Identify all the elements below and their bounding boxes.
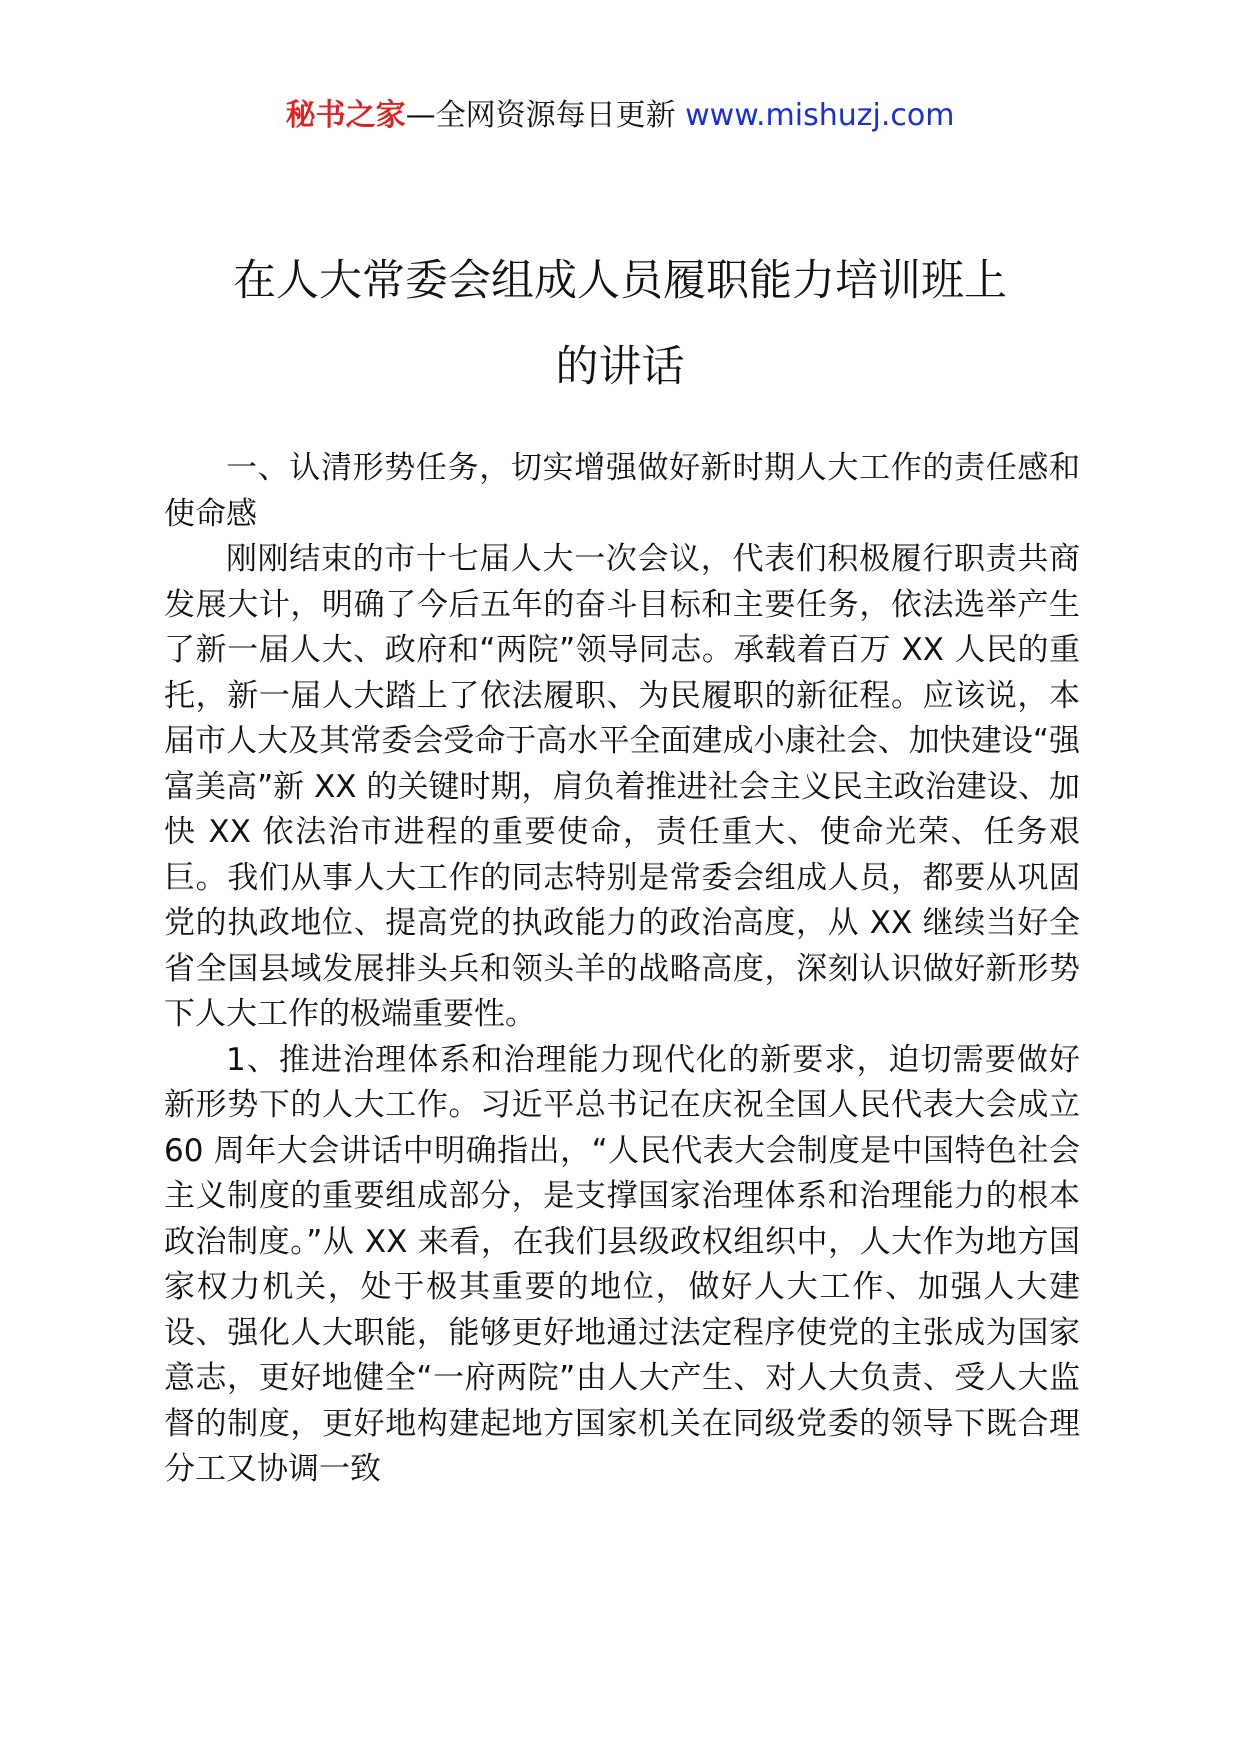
body-paragraph: 1、推进治理体系和治理能力现代化的新要求，迫切需要做好新形势下的人大工作。习近平总书记在庆祝全国人民代表大会成立 60 周年大会讲话中明确指出，“人民代表大会制度是中国特色社会主义制度的重要组成部分，是支撑国家治理体系和治理能力的根本政治制度。”从 XX 来看，在我们县级政权组织中，人大作为地方国家权力机关，处于极其重要的地位，做好人大工作、加强人大建设、强化人大职能，能够更好地通过法定程序使党的主张成为国家意志，更好地健全“一府两院”由人大产生、对人大负责、受人大监督的制度，更好地构建起地方国家机关在同级党委的领导下既合理分工又协调一致 [164,1041,1080,1487]
document-body [164,446,1080,1493]
body-paragraph: 刚刚结束的市十七届人大一次会议，代表们积极履行职责共商发展大计，明确了今后五年的奋斗目标和主要任务，依法选举产生了新一届人大、政府和“两院”领导同志。承载着百万 XX 人民的重托，新一届人大踏上了依法履职、为民履职的新征程。应该说，本届市人大及其常委会受命于高水平全面建成小康社会、加快建设“强富美高”新 XX 的关键时期，肩负着推进社会主义民主政治建设、加快 XX 依法治市进程的重要使命，责任重大、使命光荣、任务艰巨。我们从事人大工作的同志特别是常委会组成人员，都要从巩固党的执政地位、提高党的执政能力的政治高度，从 XX 继续当好全省全国县域发展排头兵和领头羊的战略高度，深刻认识做好新形势下人大工作的极端重要性。 [164,541,1080,1032]
section-heading: 一、认清形势任务，切实增强做好新时期人大工作的责任感和使命感 [164,450,1080,532]
document-title-line-1: 在人大常委会组成人员履职能力培训班上 [233,256,1007,306]
brand-name: 秘书之家 [285,98,406,133]
document-title [150,238,1090,410]
site-url-link[interactable]: www.mishuzj.com [685,98,955,133]
document-title-line-2: 的讲话 [555,342,685,392]
page-header [0,96,1240,136]
header-tagline: —全网资源每日更新 [405,98,676,133]
